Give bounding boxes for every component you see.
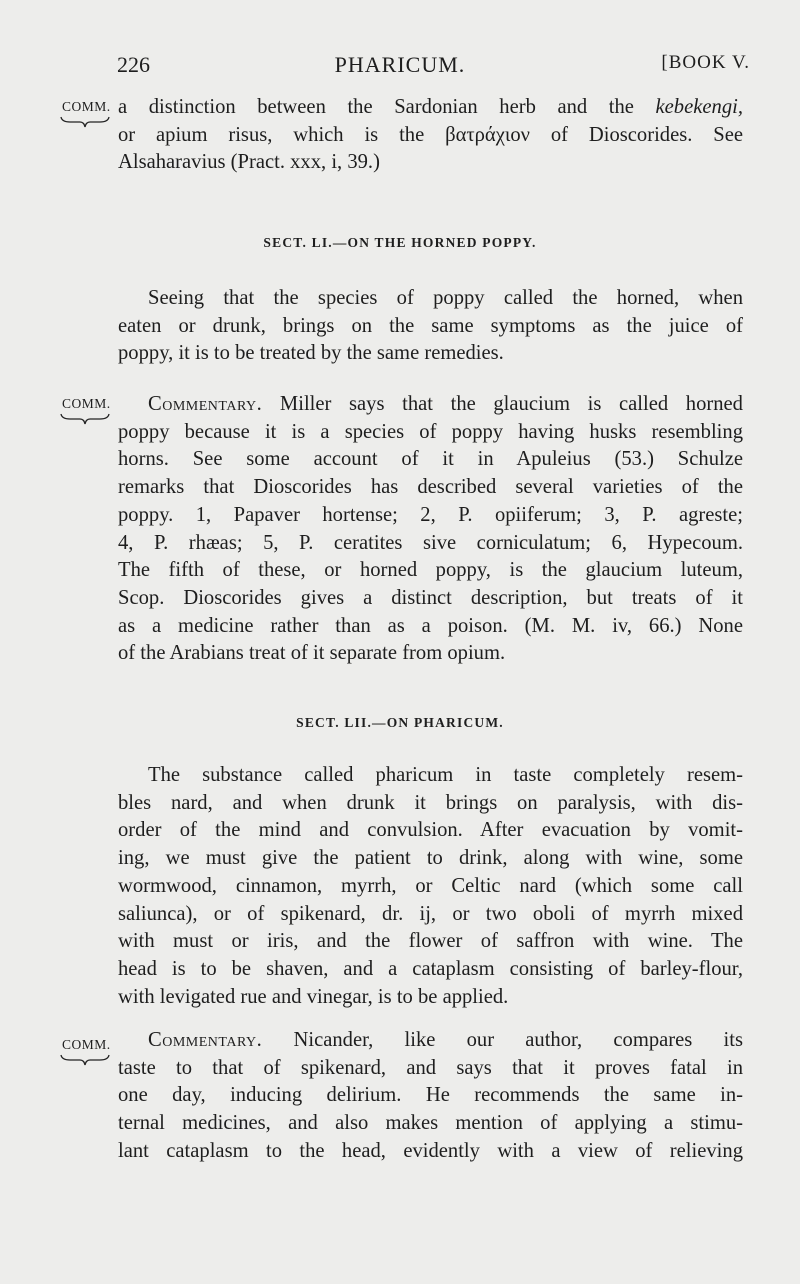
text-line: one day, inducing delirium. He recommends the same in- [118, 1084, 743, 1107]
section-51-text [118, 285, 743, 368]
margin-label-comm: COMM. [62, 1037, 111, 1052]
text-line: Commentary. Nicander, like our author, compares its [148, 1029, 743, 1051]
text-line: ing, we must give the patient to drink, along with wine, some [118, 847, 743, 870]
text-line: poppy, it is to be treated by the same remedies. [118, 342, 504, 365]
text-line: head is to be shaven, and a cataplasm consisting of barley-flour, [118, 957, 743, 980]
text-line: The substance called pharicum in taste completely resem- [148, 764, 743, 786]
text-line: with must or iris, and the flower of saffron with wine. The [118, 930, 743, 953]
text-line: eaten or drunk, brings on the same symptoms as the juice of [118, 314, 743, 337]
text-line: Alsaharavius (Pract. xxx, i, 39.) [118, 151, 380, 174]
paragraph-continuation [118, 94, 743, 177]
text-line: Seeing that the species of poppy called the horned, when [148, 287, 743, 309]
commentary-lead: Commentary. [148, 1029, 263, 1051]
text-line: lant cataplasm to the head, evidently with a view of relieving [118, 1139, 743, 1162]
running-head [0, 52, 800, 82]
text-line: with levigated rue and vinegar, is to be applied. [118, 985, 509, 1008]
section-heading-52: SECT. LII.—ON PHARICUM. [296, 715, 504, 730]
commentary-lead: Commentary. [148, 393, 263, 415]
text-line: ternal medicines, and also makes mention of applying a stimu- [118, 1112, 743, 1135]
text-line: wormwood, cinnamon, myrrh, or Celtic nard (which some call [118, 874, 743, 897]
section-52-text [118, 762, 743, 1011]
page-number: 226 [117, 52, 150, 77]
brace-icon [60, 115, 110, 129]
margin-label-comm: COMM. [62, 396, 111, 411]
text-line: Commentary. Miller says that the glaucium is called horned [148, 393, 743, 415]
text-line: 4, P. rhæas; 5, P. ceratites sive corniculatum; 6, Hypecoum. [118, 531, 743, 554]
text-line: The fifth of these, or horned poppy, is the glaucium luteum, [118, 559, 743, 582]
book-marker: [BOOK V. [661, 52, 750, 73]
running-title: PHARICUM. [334, 52, 466, 77]
text-line: taste to that of spikenard, and says that it proves fatal in [118, 1056, 743, 1079]
text-line: poppy. 1, Papaver hortense; 2, P. opiiferum; 3, P. agreste; [118, 503, 743, 526]
section-heading-51: SECT. LI.—ON THE HORNED POPPY. [263, 235, 537, 250]
brace-icon [60, 412, 110, 426]
text-line: saliunca), or of spikenard, dr. ij, or two oboli of myrrh mixed [118, 902, 743, 925]
text-line: poppy because it is a species of poppy having husks resembling [118, 420, 743, 443]
text-line: Scop. Dioscorides gives a distinct description, but treats of it [118, 586, 743, 609]
margin-label-comm: COMM. [62, 99, 111, 114]
text-line: or apium risus, which is the βατράχιον of Dioscorides. See [118, 123, 743, 146]
text-line: a distinction between the Sardonian herb and the kebekengi, [118, 96, 743, 118]
brace-icon [60, 1053, 110, 1067]
text-line: order of the mind and convulsion. After evacuation by vomit- [118, 819, 743, 842]
text-line: of the Arabians treat of it separate from opium. [118, 642, 506, 665]
commentary-51-text [118, 391, 743, 668]
commentary-52-text [118, 1027, 743, 1166]
text-line: remarks that Dioscorides has described several varieties of the [118, 476, 743, 499]
text-line: bles nard, and when drunk it brings on paralysis, with dis- [118, 791, 743, 814]
text-line: as a medicine rather than as a poison. (M. M. iv, 66.) None [118, 614, 743, 637]
text-line: horns. See some account of it in Apuleius (53.) Schulze [118, 448, 743, 471]
